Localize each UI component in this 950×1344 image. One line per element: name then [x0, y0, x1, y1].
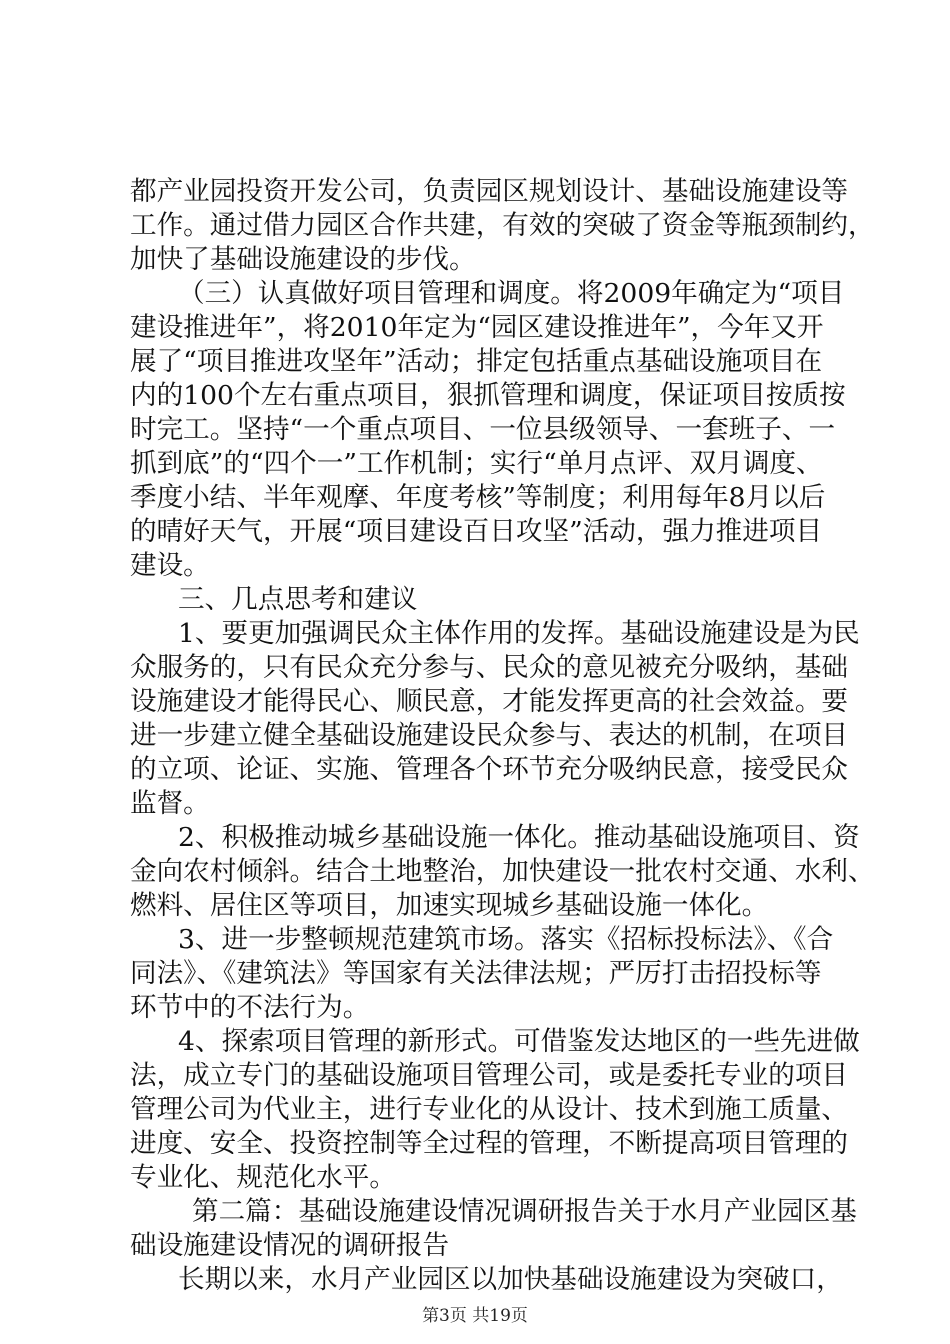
page-number-footer: 第3页 共19页 [422, 1306, 528, 1326]
text-line: 4、探索项目管理的新形式。可借鉴发达地区的一些先进做 [178, 1026, 860, 1057]
text-line: 金向农村倾斜。结合土地整治，加快建设一批农村交通、水利、 [130, 856, 875, 887]
text-line: 时完工。坚持“一个重点项目、一位县级领导、一套班子、一 [130, 414, 836, 445]
text-line: 建设推进年”，将2010年定为“园区建设推进年”，今年又开 [130, 312, 824, 343]
text-line: 的立项、论证、实施、管理各个环节充分吸纳民意，接受民众 [130, 754, 849, 785]
text-line: 都产业园投资开发公司，负责园区规划设计、基础设施建设等 [130, 176, 849, 207]
text-line: 管理公司为代业主，进行专业化的从设计、技术到施工质量、 [130, 1094, 849, 1125]
text-line: 长期以来，水月产业园区以加快基础设施建设为突破口， [178, 1264, 843, 1295]
text-line: 2、积极推动城乡基础设施一体化。推动基础设施项目、资 [178, 822, 860, 853]
chapter-heading: 础设施建设情况的调研报告 [130, 1230, 450, 1261]
text-line: 建设。 [130, 550, 210, 581]
text-line: 设施建设才能得民心、顺民意，才能发挥更高的社会效益。要 [130, 686, 849, 717]
text-line: 展了“项目推进攻坚年”活动；排定包括重点基础设施项目在 [130, 346, 823, 377]
text-line: 进一步建立健全基础设施建设民众参与、表达的机制，在项目 [130, 720, 849, 751]
chapter-heading: 第二篇：基础设施建设情况调研报告关于水月产业园区基 [192, 1196, 857, 1227]
text-line: 加快了基础设施建设的步伐。 [130, 244, 476, 275]
text-line: 1、要更加强调民众主体作用的发挥。基础设施建设是为民 [178, 618, 860, 649]
text-line: 燃料、居住区等项目，加速实现城乡基础设施一体化。 [130, 890, 769, 921]
text-line: （三）认真做好项目管理和调度。将2009年确定为“项目 [178, 278, 845, 309]
text-line: 进度、安全、投资控制等全过程的管理，不断提高项目管理的 [130, 1128, 849, 1159]
text-line: 抓到底”的“四个一”工作机制；实行“单月点评、双月调度、 [130, 448, 823, 479]
text-line: 监督。 [130, 788, 210, 819]
text-line: 众服务的，只有民众充分参与、民众的意见被充分吸纳，基础 [130, 652, 849, 683]
text-line: 专业化、规范化水平。 [130, 1162, 396, 1193]
text-line: 内的100个左右重点项目，狠抓管理和调度，保证项目按质按 [130, 380, 846, 411]
text-line: 法，成立专门的基础设施项目管理公司，或是委托专业的项目 [130, 1060, 849, 1091]
text-line: 的晴好天气，开展“项目建设百日攻坚”活动，强力推进项目 [130, 516, 823, 547]
text-line: 同法》、《建筑法》等国家有关法律法规；严厉打击招投标等 [130, 958, 822, 989]
text-line: 3、进一步整顿规范建筑市场。落实《招标投标法》、《合 [178, 924, 834, 955]
text-line: 季度小结、半年观摩、年度考核”等制度；利用每年8月以后 [130, 482, 826, 513]
section-heading: 三、几点思考和建议 [178, 584, 418, 615]
text-line: 工作。通过借力园区合作共建，有效的突破了资金等瓶颈制约， [130, 210, 875, 241]
text-line: 环节中的不法行为。 [130, 992, 370, 1023]
